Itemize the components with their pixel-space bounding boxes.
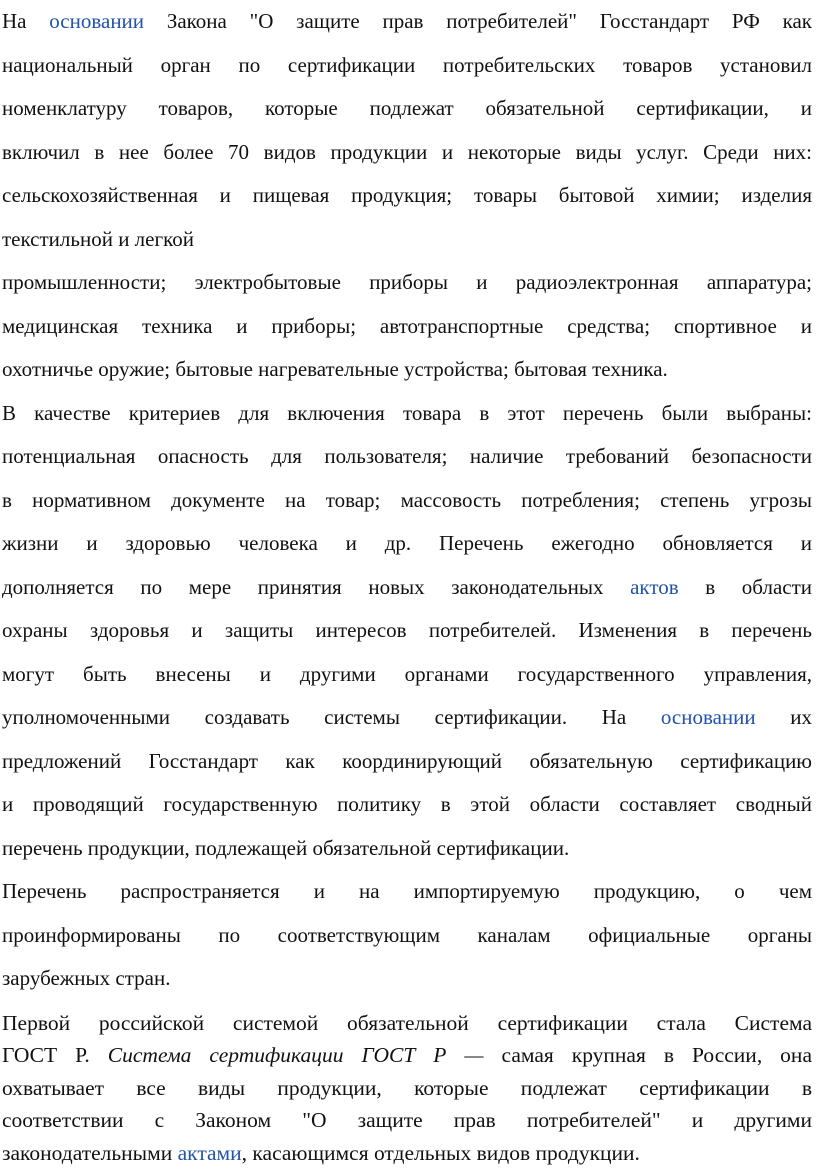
text-line bbox=[2, 305, 812, 349]
hyperlink[interactable]: актами bbox=[178, 1141, 242, 1165]
hyperlink[interactable]: актов bbox=[630, 575, 679, 599]
text-line bbox=[2, 348, 812, 392]
paragraph-3 bbox=[2, 392, 812, 871]
text-run: На bbox=[2, 9, 49, 33]
text-line bbox=[2, 44, 812, 88]
text-line bbox=[2, 957, 812, 1001]
text-run: , касающимся отдельных видов продукции. bbox=[242, 1141, 640, 1165]
text-line bbox=[2, 609, 812, 653]
text-line bbox=[2, 218, 812, 262]
text-run: В качестве критериев для включения товара в этот перечень были выбраны: bbox=[2, 401, 812, 425]
text-run: Перечень распространяется и на импортируемую продукцию, о чем bbox=[2, 879, 812, 903]
text-line bbox=[2, 522, 812, 566]
text-line bbox=[2, 827, 812, 871]
text-line bbox=[2, 87, 812, 131]
text-line bbox=[2, 566, 812, 610]
emphasis-text: Система сертификации ГОСТ Р — bbox=[108, 1043, 484, 1067]
text-run: национальный орган по сертификации потребительских товаров установил bbox=[2, 53, 812, 77]
text-run: законодательными bbox=[2, 1141, 178, 1165]
text-run: самая крупная в России, она bbox=[484, 1043, 812, 1067]
text-run: охраны здоровья и защиты интересов потребителей. Изменения в перечень bbox=[2, 618, 812, 642]
text-line bbox=[2, 870, 812, 914]
text-line bbox=[2, 1007, 812, 1040]
text-run: могут быть внесены и другими органами государственного управления, bbox=[2, 662, 812, 686]
text-run: уполномоченными создавать системы сертификации. На bbox=[2, 705, 661, 729]
text-line bbox=[2, 1104, 812, 1137]
text-line bbox=[2, 783, 812, 827]
text-line bbox=[2, 1039, 812, 1072]
text-line bbox=[2, 435, 812, 479]
text-line bbox=[2, 174, 812, 218]
text-line bbox=[2, 740, 812, 784]
text-run: соответствии с Законом "О защите прав потребителей" и другими bbox=[2, 1108, 812, 1132]
text-run: Закона "О защите прав потребителей" Госстандарт РФ как bbox=[144, 9, 812, 33]
text-run: их bbox=[756, 705, 812, 729]
text-run: Первой российской системой обязательной сертификации стала Система bbox=[2, 1011, 812, 1035]
text-line bbox=[2, 261, 812, 305]
text-run: потенциальная опасность для пользователя; наличие требований безопасности bbox=[2, 444, 812, 468]
text-run: жизни и здоровью человека и др. Перечень ежегодно обновляется и bbox=[2, 531, 812, 555]
text-run: промышленности; электробытовые приборы и радиоэлектронная аппаратура; bbox=[2, 270, 812, 294]
text-line bbox=[2, 392, 812, 436]
text-line bbox=[2, 1137, 812, 1169]
text-run: в области bbox=[679, 575, 812, 599]
text-line bbox=[2, 131, 812, 175]
text-line bbox=[2, 479, 812, 523]
text-line bbox=[2, 0, 812, 44]
paragraph-4 bbox=[2, 870, 812, 1001]
hyperlink[interactable]: основании bbox=[661, 705, 756, 729]
text-run: и проводящий государственную политику в этой области составляет сводный bbox=[2, 792, 812, 816]
text-run: проинформированы по соответствующим каналам официальные органы bbox=[2, 923, 812, 947]
text-run: охватывает все виды продукции, которые подлежат сертификации в bbox=[2, 1076, 812, 1100]
text-run: сельскохозяйственная и пищевая продукция; товары бытовой химии; изделия bbox=[2, 183, 812, 207]
text-run: в нормативном документе на товар; массовость потребления; степень угрозы bbox=[2, 488, 812, 512]
paragraph-5 bbox=[2, 1007, 812, 1169]
hyperlink[interactable]: основании bbox=[49, 9, 144, 33]
text-line bbox=[2, 696, 812, 740]
text-run: дополняется по мере принятия новых законодательных bbox=[2, 575, 630, 599]
text-run: предложений Госстандарт как координирующий обязательную сертификацию bbox=[2, 749, 812, 773]
text-run: перечень продукции, подлежащей обязательной сертификации. bbox=[2, 836, 569, 860]
paragraph-1 bbox=[2, 0, 812, 261]
text-run: зарубежных стран. bbox=[2, 966, 170, 990]
text-line bbox=[2, 1072, 812, 1105]
text-run: включил в нее более 70 видов продукции и некоторые виды услуг. Среди них: bbox=[2, 140, 812, 164]
text-run: медицинская техника и приборы; автотранспортные средства; спортивное и bbox=[2, 314, 812, 338]
paragraph-2 bbox=[2, 261, 812, 392]
text-run: текстильной и легкой bbox=[2, 227, 194, 251]
text-run: охотничье оружие; бытовые нагревательные устройства; бытовая техника. bbox=[2, 357, 668, 381]
text-run: номенклатуру товаров, которые подлежат обязательной сертификации, и bbox=[2, 96, 812, 120]
text-run: ГОСТ Р. bbox=[2, 1043, 108, 1067]
text-line bbox=[2, 914, 812, 958]
text-line bbox=[2, 653, 812, 697]
